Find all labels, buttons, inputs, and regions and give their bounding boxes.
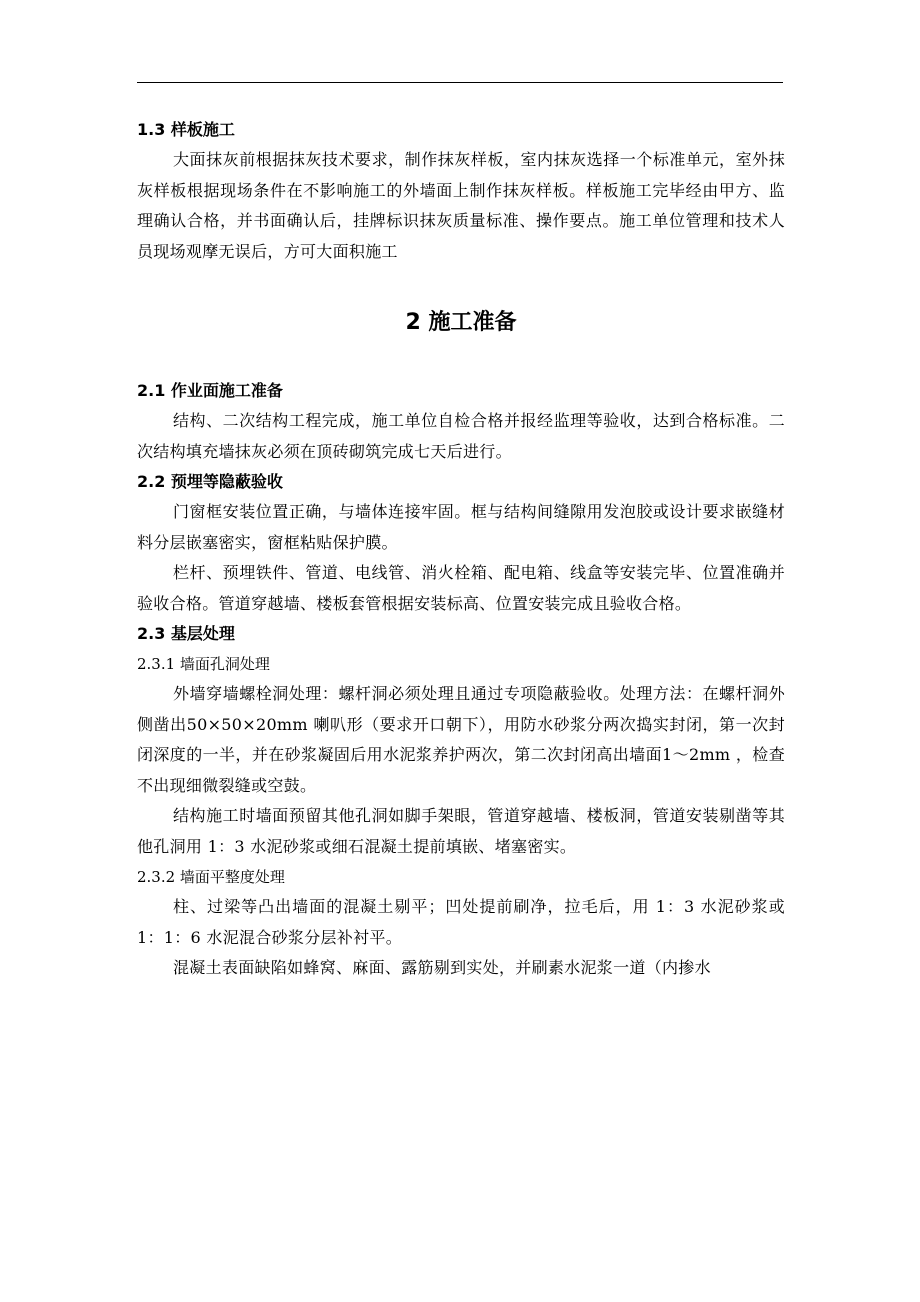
section-2-3-heading: 2.3 基层处理 — [137, 624, 235, 643]
section-1-3-heading: 1.3 样板施工 — [137, 120, 235, 139]
document-body — [137, 115, 785, 984]
section-2-1-heading: 2.1 作业面施工准备 — [137, 381, 283, 400]
section-2-3-1-paragraph-1: 外墙穿墙螺栓洞处理：螺杆洞必须处理且通过专项隐蔽验收。处理方法：在螺杆洞外侧凿出50×50×20mm 喇叭形（要求开口朝下），用防水砂浆分两次捣实封闭，第一次封闭深度的一半，并在砂浆凝固后用水泥浆养护两次，第二次封闭高出墙面1～2mm ，检查不出现细微裂缝或空鼓。 — [137, 684, 785, 795]
chapter-2-title: 2 施工准备 — [405, 310, 517, 335]
section-2-1-paragraph: 结构、二次结构工程完成，施工单位自检合格并报经监理等验收，达到合格标准。二次结构填充墙抹灰必须在顶砖砌筑完成七天后进行。 — [137, 411, 785, 461]
section-2-3-1-heading: 2.3.1 墙面孔洞处理 — [137, 655, 270, 673]
header-rule — [137, 82, 783, 83]
section-2-3-2-paragraph-1: 柱、过梁等凸出墙面的混凝土剔平；凹处提前刷净，拉毛后，用 1：3 水泥砂浆或 1：1：6 水泥混合砂浆分层补衬平。 — [137, 897, 785, 947]
section-1-3-paragraph: 大面抹灰前根据抹灰技术要求，制作抹灰样板，室内抹灰选择一个标准单元，室外抹灰样板根据现场条件在不影响施工的外墙面上制作抹灰样板。样板施工完毕经由甲方、监理确认合格，并书面确认后，挂牌标识抹灰质量标准、操作要点。施工单位管理和技术人员现场观摩无误后，方可大面积施工 — [137, 150, 785, 261]
section-2-2-heading: 2.2 预埋等隐蔽验收 — [137, 472, 283, 491]
section-2-3-2-heading: 2.3.2 墙面平整度处理 — [137, 868, 285, 886]
section-2-3-1-paragraph-2: 结构施工时墙面预留其他孔洞如脚手架眼，管道穿越墙、楼板洞，管道安装剔凿等其他孔洞用 1：3 水泥砂浆或细石混凝土提前填嵌、堵塞密实。 — [137, 806, 785, 856]
section-2-2-paragraph-2: 栏杆、预埋铁件、管道、电线管、消火栓箱、配电箱、线盒等安装完毕、位置准确并验收合格。管道穿越墙、楼板套管根据安装标高、位置安装完成且验收合格。 — [137, 563, 785, 613]
section-2-3-2-paragraph-2: 混凝土表面缺陷如蜂窝、麻面、露筋剔到实处，并刷素水泥浆一道（内掺水 — [173, 958, 711, 977]
section-2-2-paragraph-1: 门窗框安装位置正确，与墙体连接牢固。框与结构间缝隙用发泡胶或设计要求嵌缝材料分层嵌塞密实，窗框粘贴保护膜。 — [137, 502, 785, 552]
